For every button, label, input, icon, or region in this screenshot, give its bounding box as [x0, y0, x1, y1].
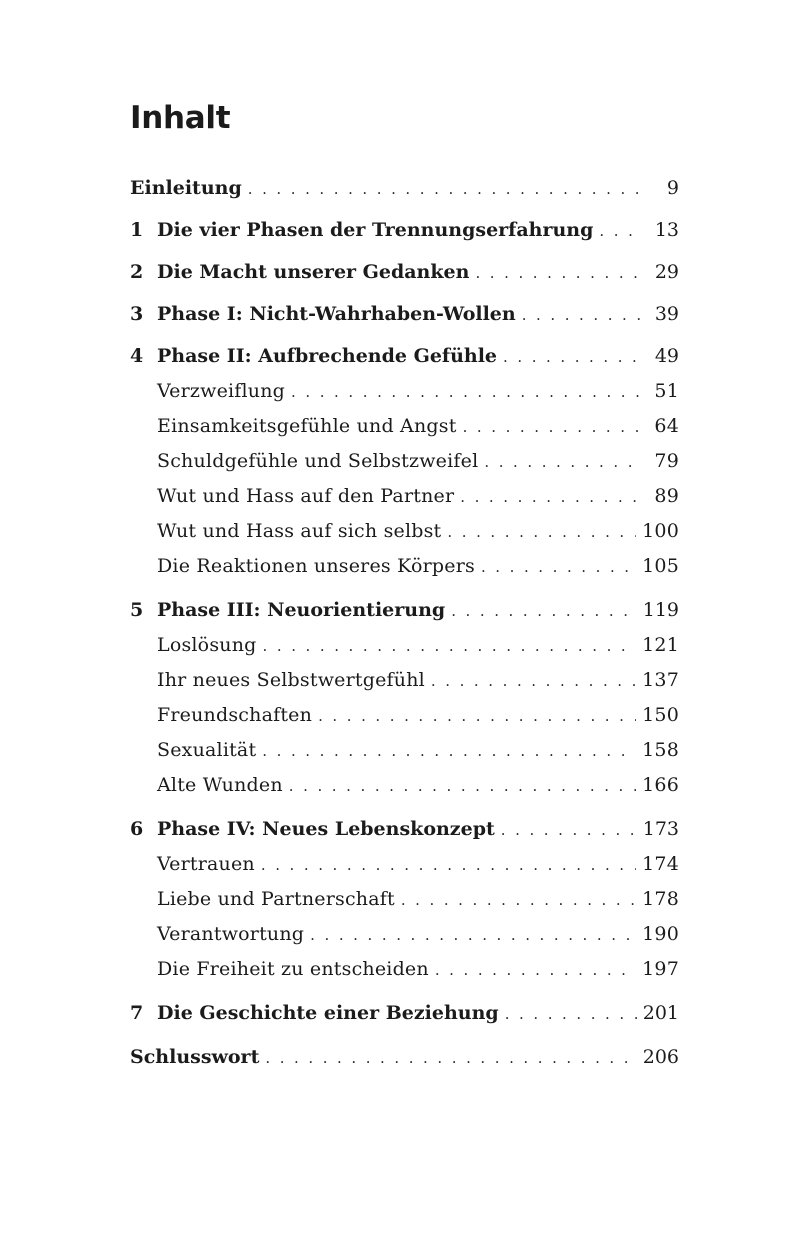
entry-title: Schuldgefühle und Selbstzweifel	[157, 450, 479, 472]
toc-section-entry	[130, 481, 679, 511]
toc-section-entry	[130, 665, 679, 695]
chapter-number: 6	[130, 818, 144, 840]
entry-title: Die Geschichte einer Beziehung	[157, 1002, 499, 1024]
toc-section-entry	[130, 700, 679, 730]
table-of-contents	[130, 0, 679, 1240]
dot-leader	[447, 517, 636, 547]
page-number: 206	[642, 1046, 679, 1068]
dot-leader	[310, 920, 636, 950]
dot-leader	[318, 701, 636, 731]
entry-title: Alte Wunden	[157, 774, 283, 796]
entry-title: Freundschaften	[157, 704, 313, 726]
entry-title: Einsamkeitsgefühle und Angst	[157, 415, 457, 437]
dot-leader	[481, 552, 636, 582]
dot-leader	[435, 955, 636, 985]
toc-section-entry	[130, 770, 679, 800]
entry-title: Phase I: Nicht-Wahrhaben-Wollen	[157, 303, 516, 325]
page-number: 166	[642, 774, 679, 796]
dot-leader	[501, 815, 637, 845]
entry-title: Loslösung	[157, 634, 257, 656]
page-number: 137	[642, 669, 679, 691]
page-number: 79	[654, 450, 679, 472]
dot-leader	[291, 377, 643, 407]
page-number: 174	[642, 853, 679, 875]
entry-title: Die vier Phasen der Trennungserfahrung	[157, 219, 594, 241]
dot-leader	[263, 631, 637, 661]
toc-section-entry	[130, 516, 679, 546]
chapter-number: 2	[130, 261, 144, 283]
toc-section-entry	[130, 735, 679, 765]
dot-leader	[522, 300, 643, 330]
toc-chapter-entry	[130, 1042, 679, 1072]
entry-title: Schlusswort	[130, 1046, 260, 1068]
entry-title: Liebe und Partnerschaft	[157, 888, 395, 910]
entry-title: Wut und Hass auf den Partner	[157, 485, 455, 507]
toc-chapter-entry	[130, 595, 679, 625]
dot-leader	[475, 258, 643, 288]
dot-leader	[503, 342, 643, 372]
toc-section-entry	[130, 551, 679, 581]
entry-title: Verantwortung	[157, 923, 305, 945]
chapter-number: 3	[130, 303, 144, 325]
toc-chapter-entry	[130, 215, 679, 245]
dot-leader	[460, 482, 643, 512]
page-number: 100	[642, 520, 679, 542]
page-number: 51	[654, 380, 679, 402]
toc-section-entry	[130, 376, 679, 406]
dot-leader	[262, 736, 636, 766]
entry-title: Einleitung	[130, 177, 242, 199]
toc-chapter-entry	[130, 814, 679, 844]
entry-title: Die Freiheit zu entscheiden	[157, 958, 429, 980]
entry-title: Verzweiflung	[157, 380, 286, 402]
dot-leader	[265, 1043, 636, 1073]
entry-title: Sexualität	[157, 739, 257, 761]
dot-leader	[451, 596, 637, 626]
dot-leader	[261, 850, 636, 880]
page-title: Inhalt	[130, 100, 231, 136]
entry-title: Die Macht unserer Gedanken	[157, 261, 470, 283]
toc-chapter-entry	[130, 173, 679, 203]
page-number: 105	[642, 555, 679, 577]
toc-section-entry	[130, 446, 679, 476]
chapter-number: 5	[130, 599, 144, 621]
toc-section-entry	[130, 411, 679, 441]
entry-title: Wut und Hass auf sich selbst	[157, 520, 442, 542]
toc-chapter-entry	[130, 998, 679, 1028]
page-number: 121	[642, 634, 679, 656]
toc-chapter-entry	[130, 341, 679, 371]
toc-chapter-entry	[130, 299, 679, 329]
dot-leader	[484, 447, 643, 477]
dot-leader	[248, 174, 643, 204]
dot-leader	[289, 771, 636, 801]
page-number: 158	[642, 739, 679, 761]
entry-title: Vertrauen	[157, 853, 255, 875]
entry-title: Phase II: Aufbrechende Gefühle	[157, 345, 498, 367]
chapter-number: 7	[130, 1002, 144, 1024]
page-number: 64	[654, 415, 679, 437]
page-number: 9	[666, 177, 679, 199]
page-number: 49	[654, 345, 679, 367]
toc-section-entry	[130, 954, 679, 984]
page-number: 190	[642, 923, 679, 945]
toc-section-entry	[130, 630, 679, 660]
dot-leader	[463, 412, 643, 442]
chapter-number: 4	[130, 345, 144, 367]
page-number: 89	[654, 485, 679, 507]
entry-title: Ihr neues Selbstwertgefühl	[157, 669, 425, 691]
page-number: 178	[642, 888, 679, 910]
page-number: 173	[642, 818, 679, 840]
toc-section-entry	[130, 919, 679, 949]
dot-leader	[599, 216, 643, 246]
toc-section-entry	[130, 884, 679, 914]
chapter-number: 1	[130, 219, 144, 241]
toc-chapter-entry	[130, 257, 679, 287]
entry-title: Phase III: Neuorientierung	[157, 599, 446, 621]
page-number: 119	[642, 599, 679, 621]
page-number: 29	[654, 261, 679, 283]
dot-leader	[431, 666, 636, 696]
dot-leader	[401, 885, 636, 915]
entry-title: Phase IV: Neues Lebenskonzept	[157, 818, 495, 840]
dot-leader	[505, 999, 637, 1029]
entry-title: Die Reaktionen unseres Körpers	[157, 555, 475, 577]
toc-section-entry	[130, 849, 679, 879]
page-number: 201	[642, 1002, 679, 1024]
page-number: 197	[642, 958, 679, 980]
page-number: 39	[654, 303, 679, 325]
page-number: 13	[654, 219, 679, 241]
page-number: 150	[642, 704, 679, 726]
